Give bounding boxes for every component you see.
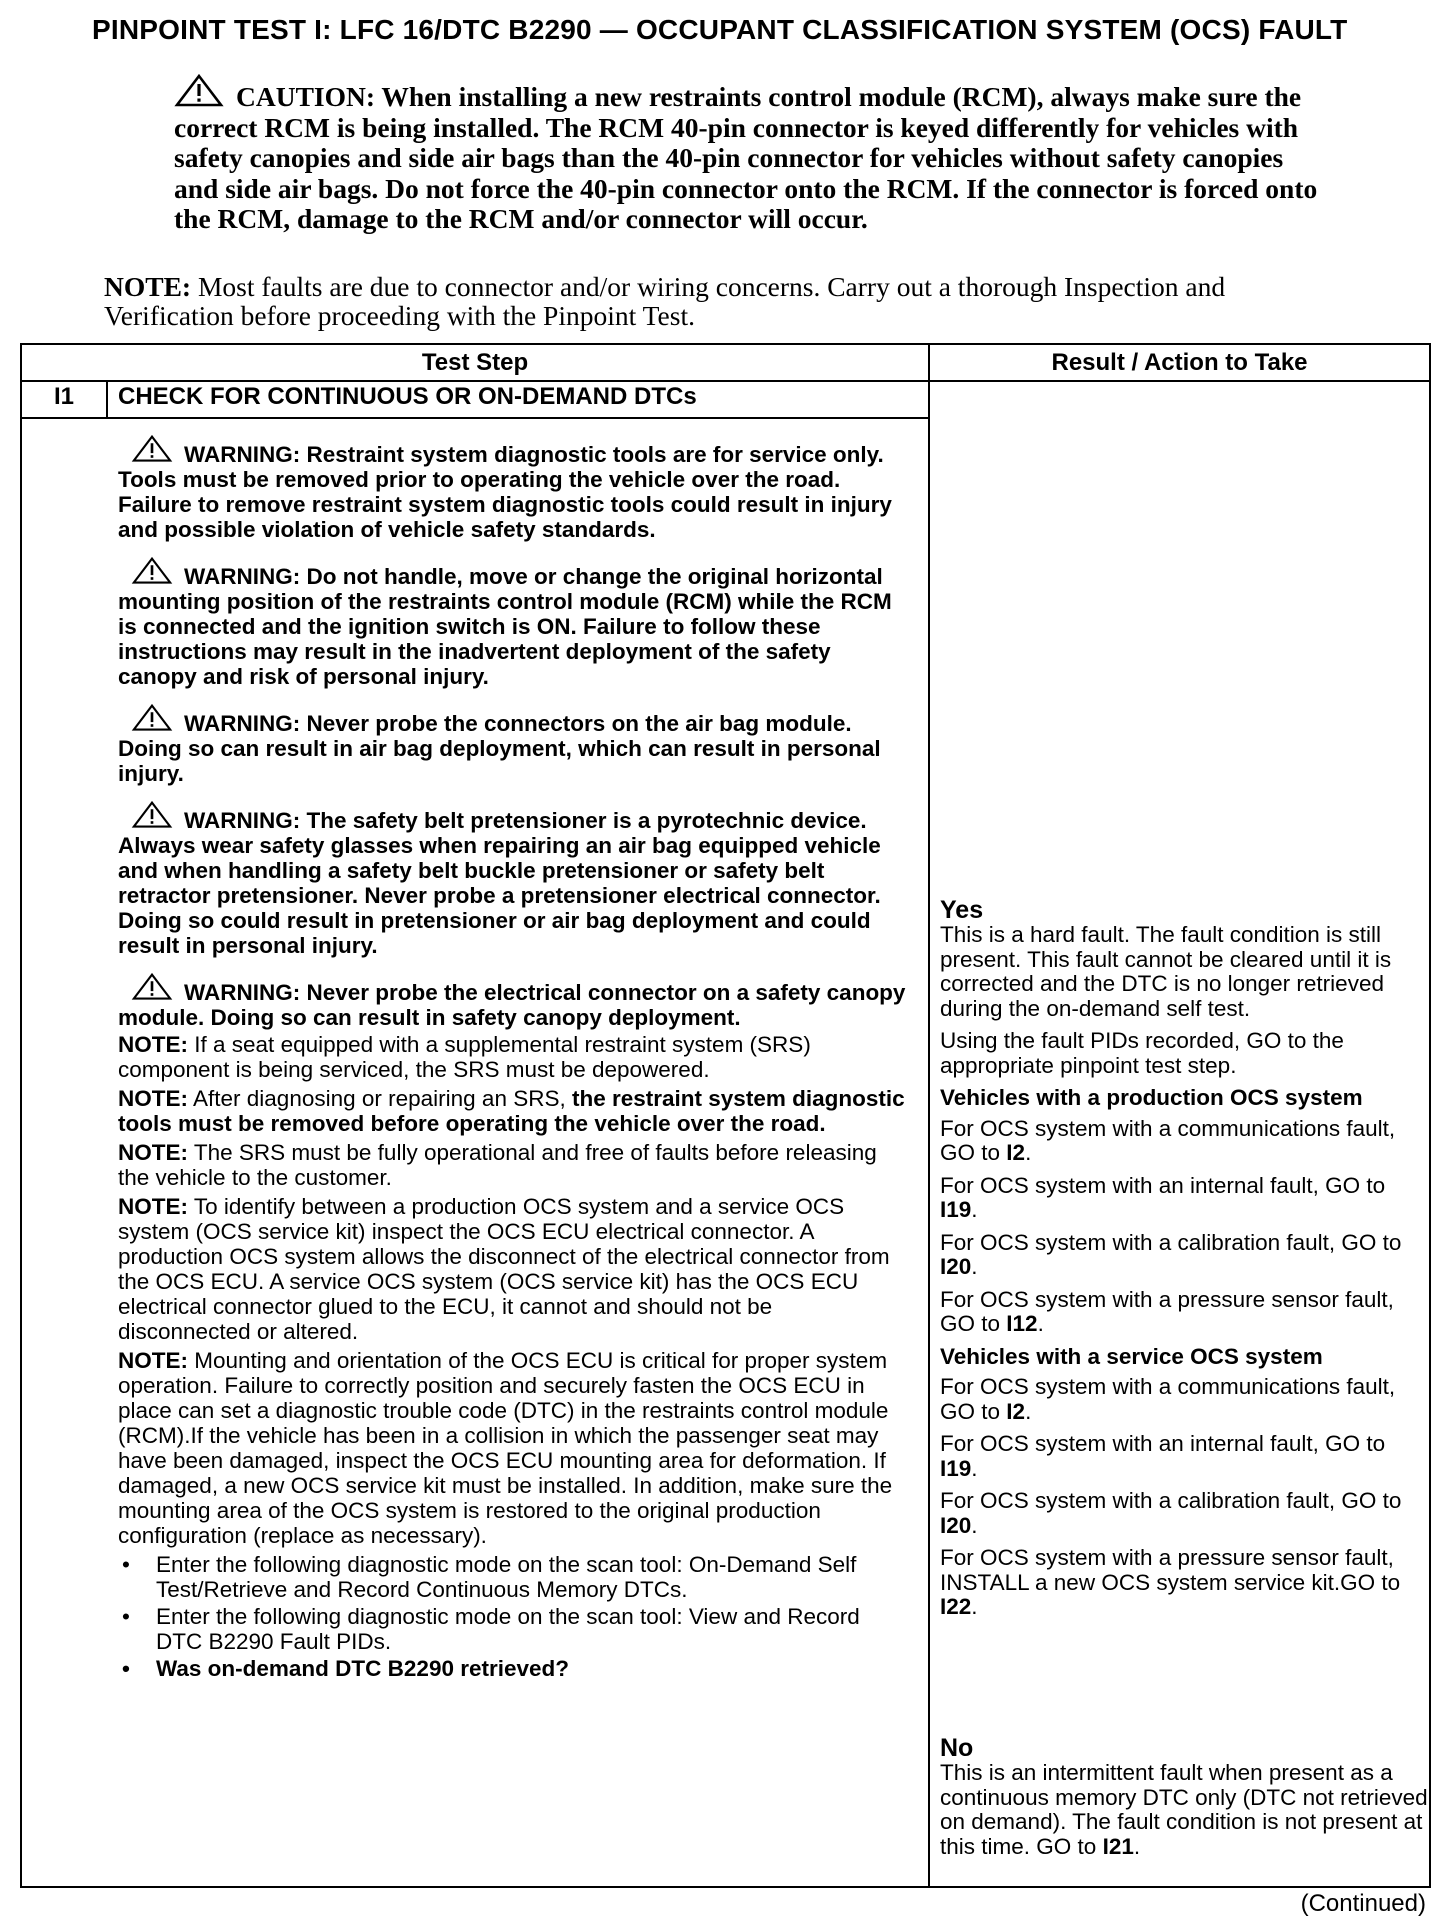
step-id-divider — [106, 380, 108, 417]
continued-label: (Continued) — [1300, 1890, 1426, 1917]
goto-link[interactable]: I20 — [940, 1254, 972, 1279]
result-action: For OCS system with a communications fault, GO to I2. — [940, 1115, 1396, 1165]
service-heading: Vehicles with a service OCS system — [940, 1343, 1323, 1369]
note-item: NOTE: The SRS must be fully operational and free of faults before releasing the vehicle to the customer. — [118, 1140, 877, 1190]
goto-link[interactable]: I19 — [940, 1455, 972, 1481]
note-item: NOTE: After diagnosing or repairing an SRS, the restraint system diagnostic tools must be removed before operating the vehicle over the road. — [118, 1086, 905, 1136]
goto-link[interactable]: I20 — [940, 1512, 972, 1538]
goto-link[interactable]: I2 — [1006, 1398, 1026, 1424]
no-heading: No — [940, 1734, 974, 1762]
warning-icon — [130, 801, 174, 829]
caution-block — [104, 74, 1324, 235]
warning-item: WARNING: Restraint system diagnostic tools are for service only. Tools must be removed prior to operating the vehicle over the road. Failure to remove restraint system diagnostic tools could result in injury and possible violation of vehicle safety standards. — [118, 435, 908, 542]
result-action: For OCS system with a communications fault, GO to I2. — [940, 1374, 1396, 1424]
goto-link[interactable]: I19 — [940, 1197, 972, 1222]
header-result: Result / Action to Take — [1051, 349, 1308, 376]
goto-link[interactable]: I12 — [1006, 1311, 1038, 1336]
step-id: I1 — [54, 383, 75, 410]
bullet-item: • Enter the following diagnostic mode on the scan tool: On-Demand Self Test/Retrieve and Record Continuous Memory DTCs. — [118, 1552, 908, 1602]
goto-link[interactable]: I2 — [1006, 1140, 1026, 1165]
note-item: NOTE: If a seat equipped with a supplemental restraint system (SRS) component is being serviced, the SRS must be depowered. — [118, 1032, 811, 1082]
yes-text: This is a hard fault. The fault condition is still present. This fault cannot be cleared until it is corrected and the DTC is no longer retrieved during the on-demand self test. — [940, 922, 1392, 1021]
warning-icon — [130, 973, 174, 1001]
no-text: This is an intermittent fault when present as a continuous memory DTC only (DTC not retrieved on demand). The fault condition is not present at this time. GO to I21. — [940, 1760, 1428, 1859]
note-top — [104, 272, 1324, 330]
goto-link[interactable]: I21 — [1102, 1833, 1134, 1859]
caution-text: When installing a new restraints control module (RCM), always make sure the correct RCM is being installed. The RCM 40-pin connector is keyed differently for vehicles with safety canopies and side air bags than the 40-pin connector for vehicles without safety canopies and side air bags. Do not force the 40-pin connector onto the RCM. If the connector is forced onto the RCM, damage to the RCM and/or connector will occur. — [174, 81, 1318, 234]
note-item: NOTE: To identify between a production OCS system and a service OCS system (OCS service kit) inspect the OCS ECU electrical connector. A production OCS system allows the disconnect of the electrical connector from the OCS ECU. A service OCS system (OCS service kit) has the OCS ECU electrical connector glued to the ECU, it cannot and should not be disconnected or altered. — [118, 1194, 890, 1344]
goto-link[interactable]: I22 — [940, 1594, 972, 1619]
result-action: For OCS system with a calibration fault, GO to I20. — [940, 1488, 1402, 1538]
warning-icon — [130, 557, 174, 585]
result-action: For OCS system with an internal fault, GO to I19. — [940, 1431, 1386, 1481]
warning-icon — [130, 435, 174, 463]
step-title-divider — [22, 417, 928, 419]
pinpoint-table — [20, 343, 1431, 1888]
note-item: NOTE: Mounting and orientation of the OCS ECU is critical for proper system operation. Failure to correctly position and securely fasten the OCS ECU in place can set a diagnostic trouble code (DTC) in the restraints control module (RCM).If the vehicle has been in a collision in which the passenger seat may have been damaged, inspect the OCS ECU mounting area for deformation. If damaged, a new OCS service kit must be installed. In addition, make sure the mounting area of the OCS system is restored to the original production configuration (replace as necessary). — [118, 1348, 893, 1548]
yes-pid-text: Using the fault PIDs recorded, GO to the appropriate pinpoint test step. — [940, 1028, 1344, 1078]
header-divider — [22, 380, 1429, 382]
bullet-item: • Enter the following diagnostic mode on the scan tool: View and Record DTC B2290 Fault PIDs. — [118, 1604, 908, 1654]
result-action: For OCS system with a calibration fault, GO to I20. — [940, 1229, 1402, 1279]
warning-item: WARNING: Never probe the electrical connector on a safety canopy module. Doing so can result in safety canopy deployment. — [118, 973, 908, 1030]
caution-label: CAUTION: — [236, 81, 376, 112]
warning-icon — [130, 704, 174, 732]
note-top-label: NOTE: — [104, 271, 192, 302]
step-title: CHECK FOR CONTINUOUS OR ON-DEMAND DTCs — [118, 383, 697, 410]
production-heading: Vehicles with a production OCS system — [940, 1085, 1363, 1110]
bullet-question: • Was on-demand DTC B2290 retrieved? — [118, 1656, 908, 1681]
result-action: For OCS system with a pressure sensor fault, GO to I12. — [940, 1286, 1394, 1336]
result-no — [940, 1735, 1428, 1867]
result-action: For OCS system with an internal fault, GO to I19. — [940, 1172, 1386, 1222]
result-action: For OCS system with a pressure sensor fault, INSTALL a new OCS system service kit.GO to I22. — [940, 1545, 1401, 1619]
warning-item: WARNING: Never probe the connectors on the air bag module. Doing so can result in air bag deployment, which can result in personal injury. — [118, 704, 908, 786]
warning-item: WARNING: The safety belt pretensioner is a pyrotechnic device. Always wear safety glasses when repairing an air bag equipped vehicle and when handling a safety belt buckle pretensioner or safety belt retractor pretensioner. Never probe a pretensioner electrical connector. Doing so could result in pretensioner or air bag deployment and could result in personal injury. — [118, 801, 908, 958]
page-title: PINPOINT TEST I: LFC 16/DTC B2290 — OCCUPANT CLASSIFICATION SYSTEM (OCS) FAULT — [92, 14, 1348, 45]
result-yes — [940, 897, 1428, 1628]
caution-icon — [174, 74, 224, 108]
header-test-step: Test Step — [421, 349, 529, 376]
column-divider — [928, 345, 930, 1886]
yes-heading: Yes — [940, 896, 984, 924]
test-step-content — [118, 435, 908, 1681]
note-top-text: Most faults are due to connector and/or wiring concerns. Carry out a thorough Inspection and Verification before proceeding with the Pinpoint Test. — [104, 271, 1226, 331]
warning-item: WARNING: Do not handle, move or change the original horizontal mounting position of the restraints control module (RCM) while the RCM is connected and the ignition switch is ON. Failure to follow these instructions may result in the inadvertent deployment of the safety canopy and risk of personal injury. — [118, 557, 908, 689]
